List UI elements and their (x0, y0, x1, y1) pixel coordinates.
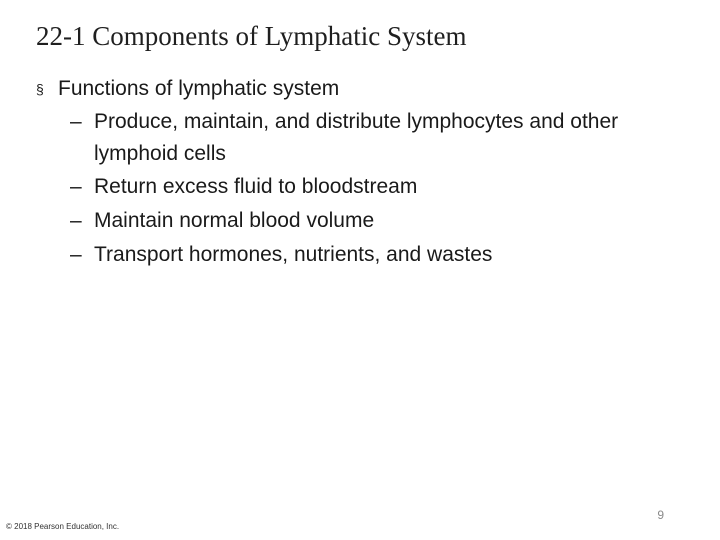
slide-title: 22-1 Components of Lymphatic System (36, 21, 467, 51)
slide-content (36, 72, 676, 272)
dash-bullet-icon: – (70, 175, 82, 198)
page-number: 9 (657, 508, 664, 522)
main-bullet-text: Functions of lymphatic system (58, 77, 340, 100)
sub-bullet-list (36, 106, 676, 272)
sub-bullet (36, 170, 676, 204)
main-bullet (36, 72, 676, 106)
sub-bullet-text: Produce, maintain, and distribute lymphocytes and other lymphoid cells (94, 110, 619, 165)
dash-bullet-icon: – (70, 110, 82, 133)
sub-bullet-text: Maintain normal blood volume (94, 209, 375, 232)
dash-bullet-icon: – (70, 243, 82, 266)
copyright-notice: © 2018 Pearson Education, Inc. (6, 522, 120, 531)
sub-bullet (36, 204, 676, 238)
sub-bullet-text: Return excess fluid to bloodstream (94, 175, 418, 198)
sub-bullet (36, 238, 676, 272)
dash-bullet-icon: – (70, 209, 82, 232)
section-bullet-icon: § (36, 81, 44, 97)
sub-bullet (36, 106, 654, 170)
sub-bullet-text: Transport hormones, nutrients, and wastes (94, 243, 493, 266)
